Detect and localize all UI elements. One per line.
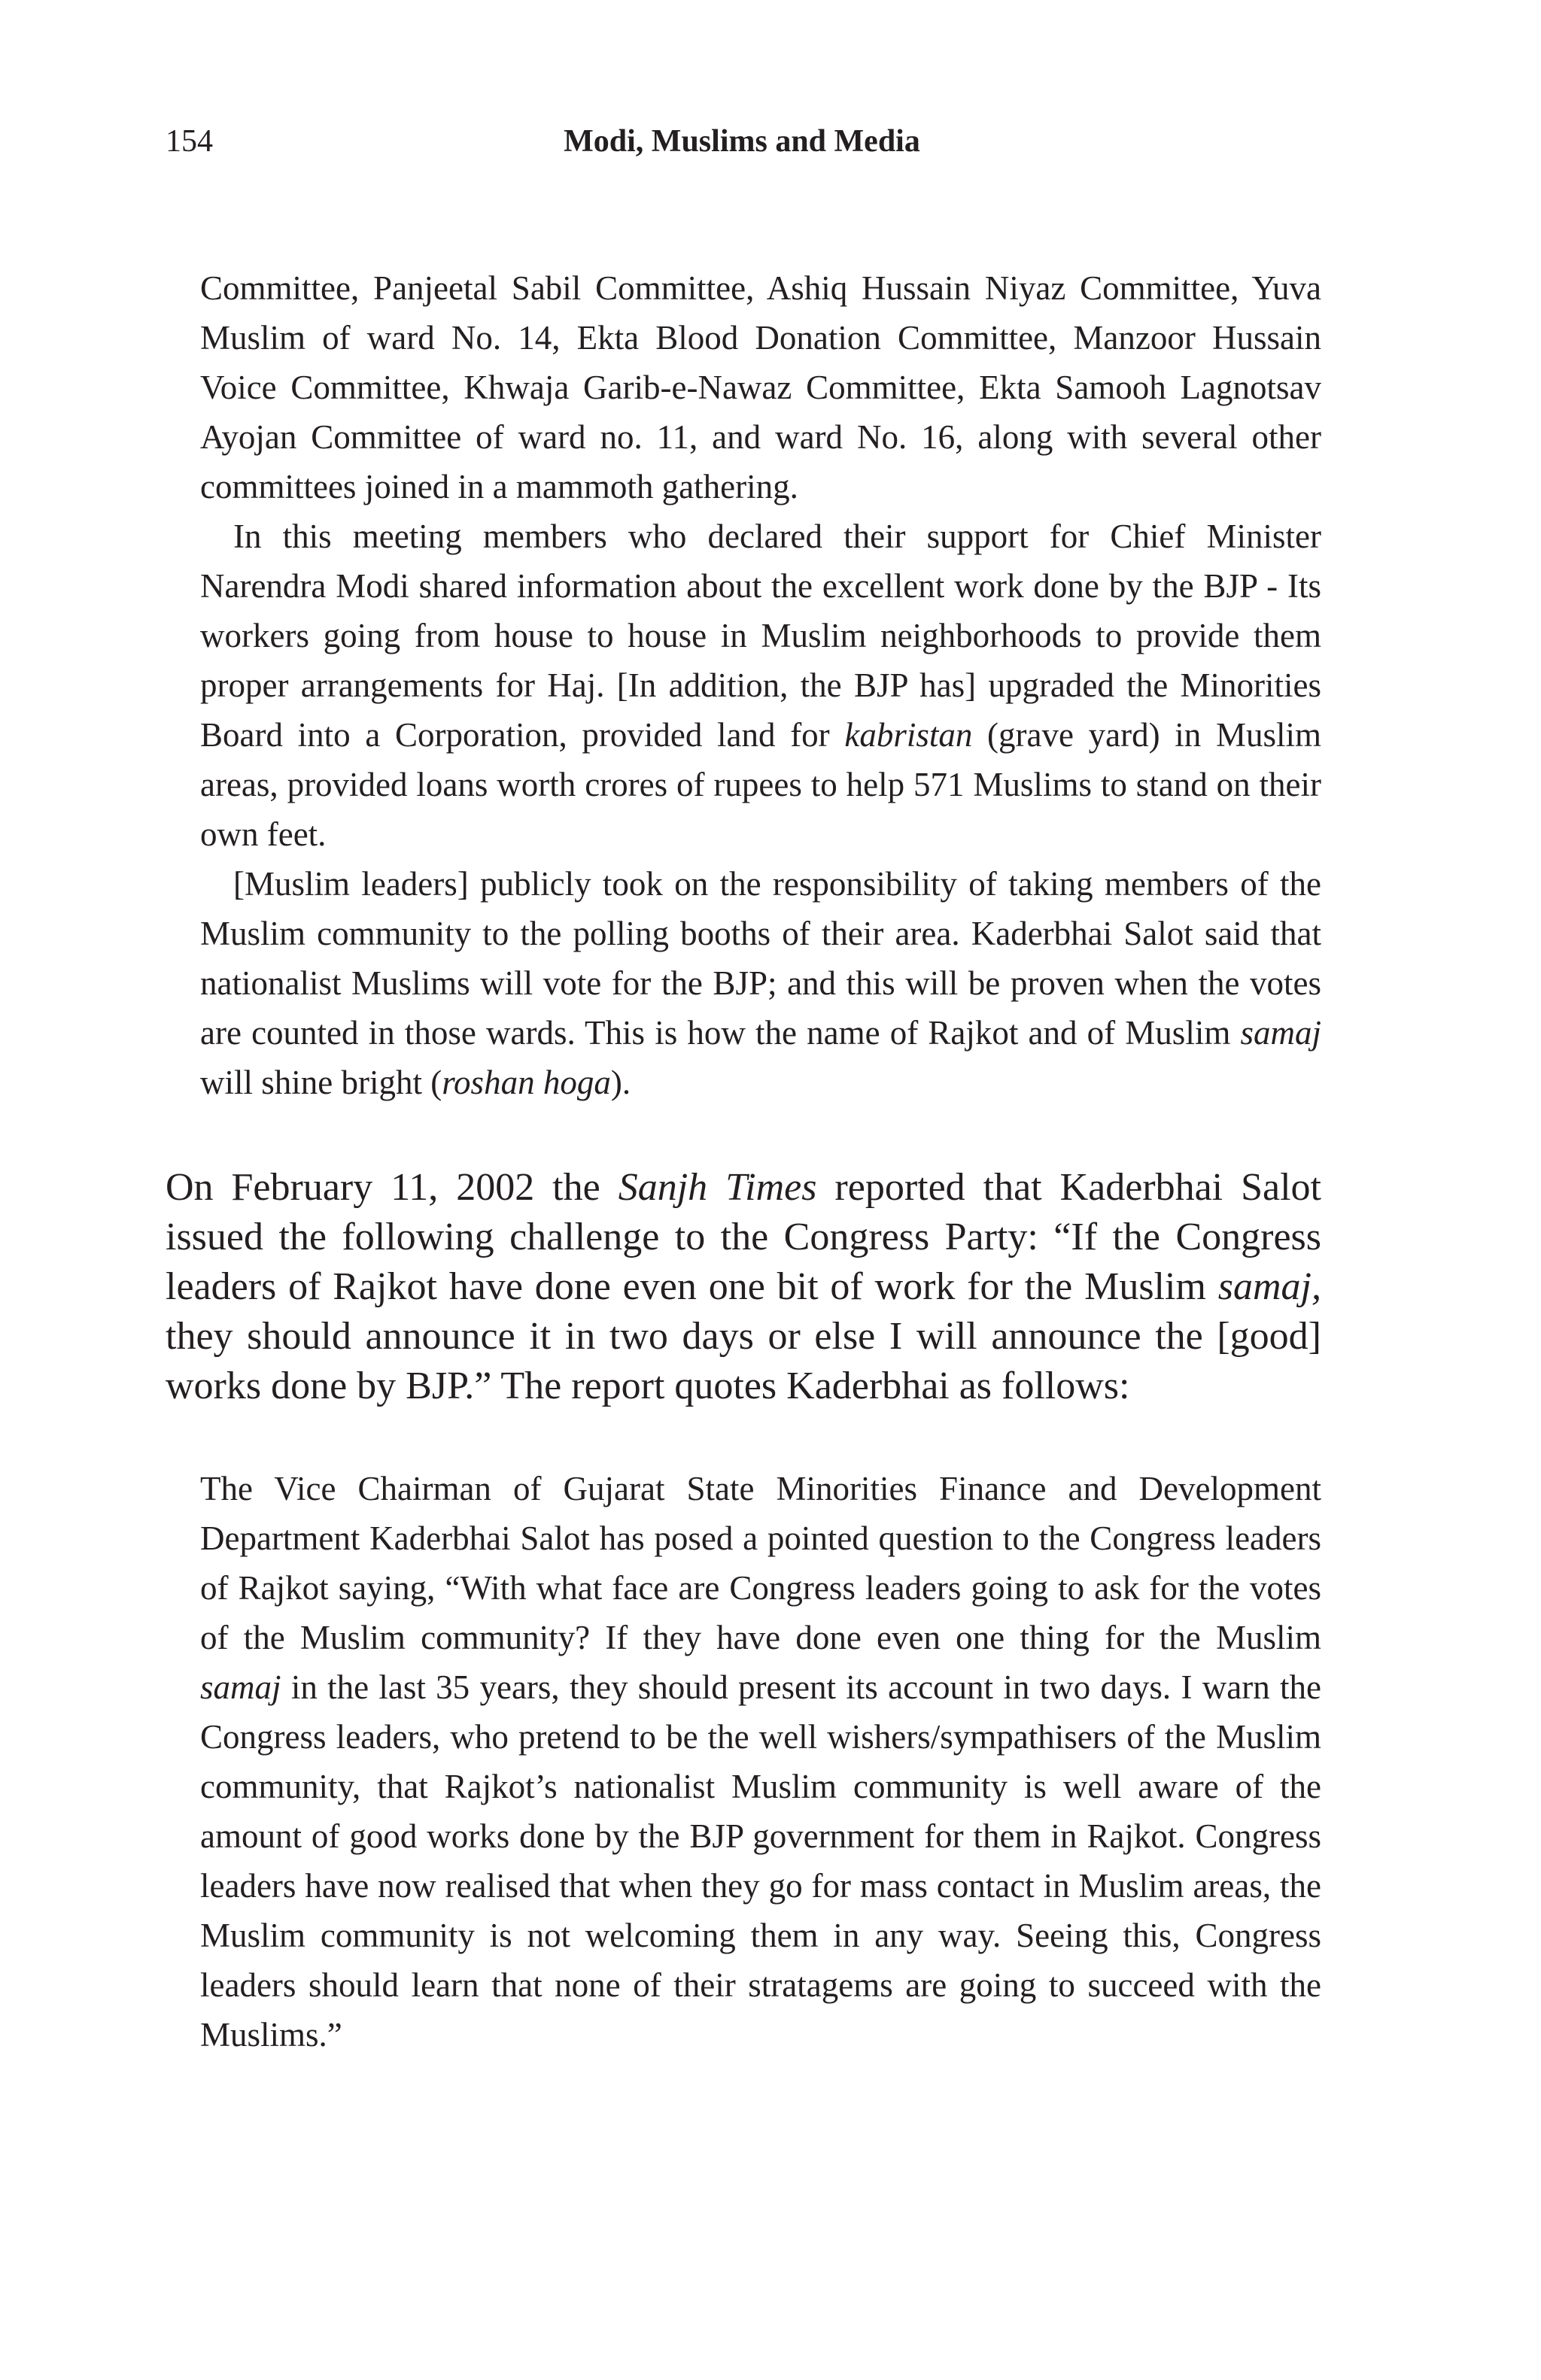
italic-term: samaj, xyxy=(1217,1265,1321,1308)
italic-term: kabristan xyxy=(844,716,973,754)
quote-text: In this meeting members who declared their support for Chief Minister Narendra Modi shared information about the excellent work done by the BJP - Its workers going from house to house in Muslim neighborhoods to provide them proper arrangements for Haj. [In addition, the BJP has] upgraded the Minorities Board into a Corporation, provided land for xyxy=(200,518,1321,754)
quote-text: Committee, Panjeetal Sabil Committee, Ashiq Hussain Niyaz Committee, Yuva Muslim of ward No. 14, Ekta Blood Donation Committee, Manzoor Hussain Voice Committee, Khwaja Garib-e-Nawaz Committee, Ekta Samooh Lagnotsav Ayojan Committee of ward no. 11, and ward No. 16, along with several other committees joined in a mammoth gathering. xyxy=(200,269,1321,505)
page-number: 154 xyxy=(166,124,213,159)
quote-text: [Muslim leaders] publicly took on the responsibility of taking members of the Muslim community to the polling booths of their area. Kaderbhai Salot said that nationalist Muslims will vote for the BJP; and this will be proven when the votes are counted in those wards. This is how the name of Rajkot and of Muslim xyxy=(200,865,1321,1052)
body-run: On February 11, 2002 the xyxy=(166,1166,619,1209)
quote-paragraph-3 xyxy=(200,859,1321,1107)
quote-paragraph xyxy=(200,1464,1321,2060)
quote-text: (grave yard) in Muslim areas, provided loans worth crores of rupees to help 571 Muslims to stand on their own feet. xyxy=(200,716,1321,853)
running-head xyxy=(0,120,1541,162)
quote-text: will shine bright ( xyxy=(200,1064,442,1101)
quote-text: ). xyxy=(610,1064,631,1101)
quote-paragraph-2 xyxy=(200,512,1321,859)
body-text xyxy=(166,1163,1321,1411)
quote-paragraph-1 xyxy=(200,263,1321,512)
italic-term: roshan hoga xyxy=(442,1064,611,1101)
running-title: Modi, Muslims and Media xyxy=(564,124,920,159)
quote-text: The Vice Chairman of Gujarat State Minorities Finance and Development Department Kaderbhai Salot has posed a pointed question to the Congress leaders of Rajkot saying, “With what face are Congress leaders going to ask for the votes of the Muslim community? If they have done even one thing for the Muslim xyxy=(200,1470,1321,1656)
italic-term: samaj xyxy=(1240,1014,1321,1052)
block-quote-2 xyxy=(200,1464,1321,2060)
body-run: they should announce it in two days or else I will announce the [good] works done by BJP.” The report quotes Kaderbhai as follows: xyxy=(166,1315,1321,1407)
body-paragraph xyxy=(166,1163,1321,1411)
newspaper-title: Sanjh Times xyxy=(618,1166,817,1209)
block-quote-1 xyxy=(200,263,1321,1107)
quote-text: in the last 35 years, they should present its account in two days. I warn the Congress leaders, who pretend to be the well wishers/sympathisers of the Muslim community, that Rajkot’s nationalist Muslim community is well aware of the amount of good works done by the BJP government for them in Rajkot. Congress leaders have now realised that when they go for mass contact in Muslim areas, the Muslim community is not welcoming them in any way. Seeing this, Congress leaders should learn that none of their stratagems are going to succeed with the Muslims.” xyxy=(200,1668,1321,2054)
italic-term: samaj xyxy=(200,1668,281,1706)
body-run: reported that Kaderbhai Salot issued the following challenge to the Congress Party: “If the Congress leaders of Rajkot have done even one bit of work for the Muslim xyxy=(166,1166,1321,1308)
